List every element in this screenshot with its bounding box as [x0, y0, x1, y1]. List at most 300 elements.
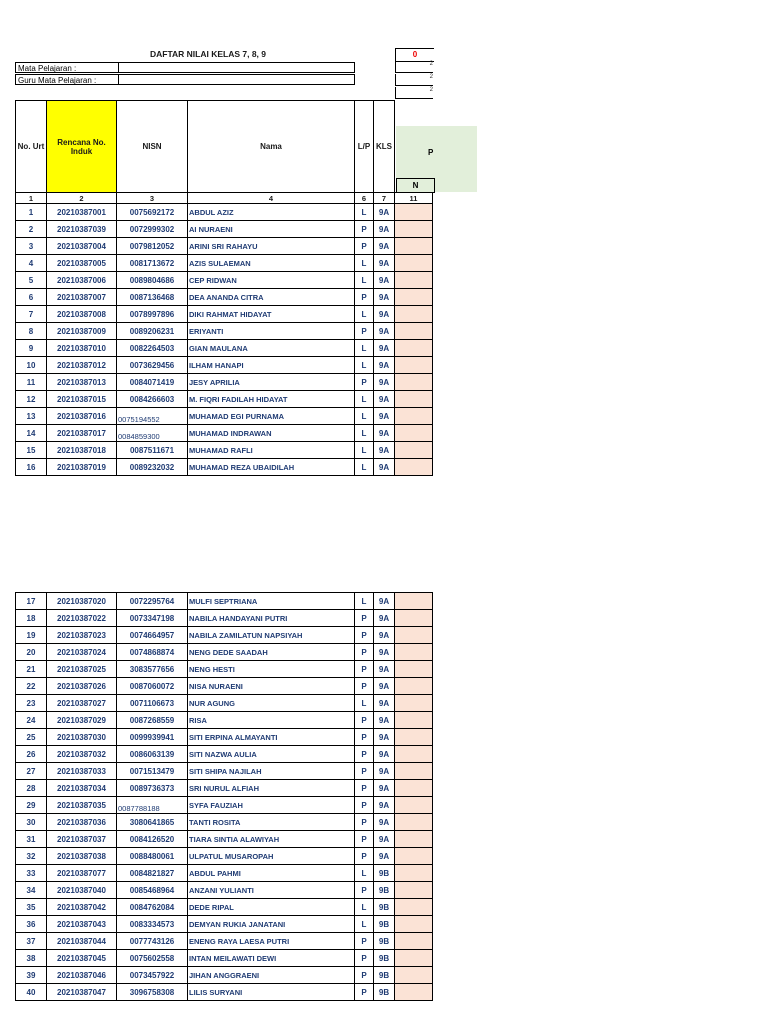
induk-cell[interactable]: 20210387024 — [47, 644, 117, 661]
nama-cell[interactable]: AZIS SULAEMAN — [188, 255, 355, 272]
score-cell[interactable] — [395, 204, 433, 221]
gender-cell[interactable]: P — [355, 950, 374, 967]
score-cell[interactable] — [395, 746, 433, 763]
row-number-cell[interactable]: 40 — [16, 984, 47, 1001]
class-cell[interactable]: 9A — [374, 323, 395, 340]
induk-cell[interactable]: 20210387008 — [47, 306, 117, 323]
nama-cell[interactable]: GIAN MAULANA — [188, 340, 355, 357]
score-cell[interactable] — [395, 882, 433, 899]
nama-cell[interactable]: SITI NAZWA AULIA — [188, 746, 355, 763]
nama-cell[interactable]: TANTI ROSITA — [188, 814, 355, 831]
score-cell[interactable] — [395, 442, 433, 459]
score-cell[interactable] — [395, 255, 433, 272]
class-cell[interactable]: 9A — [374, 746, 395, 763]
nama-cell[interactable]: MULFI SEPTRIANA — [188, 593, 355, 610]
nama-cell[interactable]: MUHAMAD EGI PURNAMA — [188, 408, 355, 425]
class-cell[interactable]: 9A — [374, 610, 395, 627]
class-cell[interactable]: 9A — [374, 289, 395, 306]
score-cell[interactable] — [395, 712, 433, 729]
nisn-cell[interactable]: 0084859300 — [117, 425, 188, 442]
nisn-cell[interactable]: 0087788188 — [117, 797, 188, 814]
class-cell[interactable]: 9B — [374, 950, 395, 967]
row-number-cell[interactable]: 34 — [16, 882, 47, 899]
score-cell[interactable] — [395, 763, 433, 780]
induk-cell[interactable]: 20210387043 — [47, 916, 117, 933]
gender-cell[interactable]: P — [355, 374, 374, 391]
induk-cell[interactable]: 20210387030 — [47, 729, 117, 746]
nama-cell[interactable]: JESY APRILIA — [188, 374, 355, 391]
class-cell[interactable]: 9A — [374, 712, 395, 729]
class-cell[interactable]: 9A — [374, 780, 395, 797]
score-cell[interactable] — [395, 899, 433, 916]
nisn-cell[interactable]: 0074664957 — [117, 627, 188, 644]
table-row — [16, 204, 433, 221]
induk-cell[interactable]: 20210387026 — [47, 678, 117, 695]
induk-cell[interactable]: 20210387007 — [47, 289, 117, 306]
gender-cell[interactable]: L — [355, 255, 374, 272]
row-number-cell[interactable]: 28 — [16, 780, 47, 797]
nisn-cell[interactable]: 0089804686 — [117, 272, 188, 289]
header-p: P — [428, 148, 434, 157]
nama-cell[interactable]: DEMYAN RUKIA JANATANI — [188, 916, 355, 933]
row-number-cell[interactable]: 32 — [16, 848, 47, 865]
nama-cell[interactable]: DEA ANANDA CITRA — [188, 289, 355, 306]
score-cell[interactable] — [395, 933, 433, 950]
induk-cell[interactable]: 20210387001 — [47, 204, 117, 221]
score-cell[interactable] — [395, 661, 433, 678]
gender-cell[interactable]: P — [355, 678, 374, 695]
nama-cell[interactable]: ARINI SRI RAHAYU — [188, 238, 355, 255]
row-number-cell[interactable]: 3 — [16, 238, 47, 255]
score-cell[interactable] — [395, 695, 433, 712]
induk-cell[interactable]: 20210387029 — [47, 712, 117, 729]
table-row — [16, 797, 433, 814]
induk-cell[interactable]: 20210387077 — [47, 865, 117, 882]
class-cell[interactable]: 9A — [374, 374, 395, 391]
score-cell[interactable] — [395, 916, 433, 933]
induk-cell[interactable]: 20210387038 — [47, 848, 117, 865]
row-number-cell[interactable]: 9 — [16, 340, 47, 357]
row-number-cell[interactable]: 13 — [16, 408, 47, 425]
nisn-cell[interactable]: 0087136468 — [117, 289, 188, 306]
score-cell[interactable] — [395, 459, 433, 476]
nama-cell[interactable]: DIKI RAHMAT HIDAYAT — [188, 306, 355, 323]
nama-cell[interactable]: LILIS SURYANI — [188, 984, 355, 1001]
nama-cell[interactable]: JIHAN ANGGRAENI — [188, 967, 355, 984]
gender-cell[interactable]: L — [355, 408, 374, 425]
nisn-cell[interactable]: 0078997896 — [117, 306, 188, 323]
class-cell[interactable]: 9A — [374, 425, 395, 442]
gender-cell[interactable]: P — [355, 221, 374, 238]
class-cell[interactable]: 9A — [374, 272, 395, 289]
nama-cell[interactable]: SRI NURUL ALFIAH — [188, 780, 355, 797]
row-number-cell[interactable]: 14 — [16, 425, 47, 442]
nisn-cell[interactable]: 0071106673 — [117, 695, 188, 712]
class-cell[interactable]: 9B — [374, 984, 395, 1001]
nisn-cell[interactable]: 0075692172 — [117, 204, 188, 221]
nama-cell[interactable]: SITI ERPINA ALMAYANTI — [188, 729, 355, 746]
class-cell[interactable]: 9A — [374, 695, 395, 712]
gender-cell[interactable]: P — [355, 933, 374, 950]
table-row — [16, 357, 433, 374]
row-number-cell[interactable]: 38 — [16, 950, 47, 967]
score-cell[interactable] — [395, 323, 433, 340]
nisn-cell[interactable]: 0079812052 — [117, 238, 188, 255]
nisn-cell[interactable]: 0073347198 — [117, 610, 188, 627]
nisn-cell[interactable]: 0089736373 — [117, 780, 188, 797]
nisn-cell[interactable]: 0086063139 — [117, 746, 188, 763]
score-cell[interactable] — [395, 238, 433, 255]
guru-input[interactable] — [118, 74, 356, 85]
nisn-cell[interactable]: 0083334573 — [117, 916, 188, 933]
nisn-cell[interactable]: 0073457922 — [117, 967, 188, 984]
class-cell[interactable]: 9A — [374, 661, 395, 678]
gender-cell[interactable]: L — [355, 340, 374, 357]
score-cell[interactable] — [395, 865, 433, 882]
score-cell[interactable] — [395, 984, 433, 1001]
row-number-cell[interactable]: 1 — [16, 204, 47, 221]
gender-cell[interactable]: P — [355, 984, 374, 1001]
gender-cell[interactable]: L — [355, 916, 374, 933]
class-cell[interactable]: 9A — [374, 442, 395, 459]
induk-cell[interactable]: 20210387022 — [47, 610, 117, 627]
nama-cell[interactable]: AI NURAENI — [188, 221, 355, 238]
nama-cell[interactable]: SYFA FAUZIAH — [188, 797, 355, 814]
row-number-cell[interactable]: 39 — [16, 967, 47, 984]
induk-cell[interactable]: 20210387006 — [47, 272, 117, 289]
gender-cell[interactable]: P — [355, 661, 374, 678]
nisn-cell[interactable]: 0075194552 — [117, 408, 188, 425]
gender-cell[interactable]: P — [355, 882, 374, 899]
table-row — [16, 814, 433, 831]
row-number-cell[interactable]: 19 — [16, 627, 47, 644]
table-row — [16, 221, 433, 238]
nama-cell[interactable]: RISA — [188, 712, 355, 729]
class-cell[interactable]: 9B — [374, 865, 395, 882]
gender-cell[interactable]: P — [355, 746, 374, 763]
nama-cell[interactable]: NABILA HANDAYANI PUTRI — [188, 610, 355, 627]
induk-cell[interactable]: 20210387013 — [47, 374, 117, 391]
nisn-cell[interactable]: 0084762084 — [117, 899, 188, 916]
table-row — [16, 272, 433, 289]
induk-cell[interactable]: 20210387005 — [47, 255, 117, 272]
nama-cell[interactable]: INTAN MEILAWATI DEWI — [188, 950, 355, 967]
sheet-title: DAFTAR NILAI KELAS 7, 8, 9 — [149, 49, 267, 59]
nama-cell[interactable]: ERIYANTI — [188, 323, 355, 340]
class-cell[interactable]: 9B — [374, 899, 395, 916]
induk-cell[interactable]: 20210387034 — [47, 780, 117, 797]
induk-cell[interactable]: 20210387009 — [47, 323, 117, 340]
class-cell[interactable]: 9B — [374, 882, 395, 899]
induk-cell[interactable]: 20210387044 — [47, 933, 117, 950]
row-number-cell[interactable]: 30 — [16, 814, 47, 831]
gender-cell[interactable]: L — [355, 357, 374, 374]
nisn-cell[interactable]: 0084266603 — [117, 391, 188, 408]
score-cell[interactable] — [395, 357, 433, 374]
score-cell[interactable] — [395, 678, 433, 695]
table-row — [16, 848, 433, 865]
induk-cell[interactable]: 20210387035 — [47, 797, 117, 814]
nisn-cell[interactable]: 0084126520 — [117, 831, 188, 848]
row-number-cell[interactable]: 2 — [16, 221, 47, 238]
class-cell[interactable]: 9A — [374, 340, 395, 357]
class-cell[interactable]: 9A — [374, 831, 395, 848]
score-cell[interactable] — [395, 627, 433, 644]
induk-cell[interactable]: 20210387046 — [47, 967, 117, 984]
score-cell[interactable] — [395, 593, 433, 610]
gender-cell[interactable]: L — [355, 425, 374, 442]
nama-cell[interactable]: DEDE RIPAL — [188, 899, 355, 916]
nama-cell[interactable]: ANZANI YULIANTI — [188, 882, 355, 899]
row-number-cell[interactable]: 11 — [16, 374, 47, 391]
nisn-cell[interactable]: 0072999302 — [117, 221, 188, 238]
gender-cell[interactable]: L — [355, 306, 374, 323]
row-number-cell[interactable]: 20 — [16, 644, 47, 661]
nama-cell[interactable]: TIARA SINTIA ALAWIYAH — [188, 831, 355, 848]
class-cell[interactable]: 9A — [374, 678, 395, 695]
induk-cell[interactable]: 20210387025 — [47, 661, 117, 678]
class-cell[interactable]: 9A — [374, 255, 395, 272]
table-row — [16, 712, 433, 729]
nisn-cell[interactable]: 0089206231 — [117, 323, 188, 340]
induk-cell[interactable]: 20210387010 — [47, 340, 117, 357]
gender-cell[interactable]: P — [355, 289, 374, 306]
row-number-cell[interactable]: 8 — [16, 323, 47, 340]
row-number-cell[interactable]: 36 — [16, 916, 47, 933]
gender-cell[interactable]: L — [355, 695, 374, 712]
induk-cell[interactable]: 20210387039 — [47, 221, 117, 238]
class-cell[interactable]: 9A — [374, 408, 395, 425]
header-induk: Rencana No. Induk — [47, 101, 117, 193]
nama-cell[interactable]: ENENG RAYA LAESA PUTRI — [188, 933, 355, 950]
nama-cell[interactable]: MUHAMAD REZA UBAIDILAH — [188, 459, 355, 476]
induk-cell[interactable]: 20210387040 — [47, 882, 117, 899]
gender-cell[interactable]: P — [355, 627, 374, 644]
nama-cell[interactable]: MUHAMAD INDRAWAN — [188, 425, 355, 442]
gender-cell[interactable]: P — [355, 831, 374, 848]
nisn-cell[interactable]: 0087268559 — [117, 712, 188, 729]
induk-cell[interactable]: 20210387047 — [47, 984, 117, 1001]
nisn-cell[interactable]: 0074868874 — [117, 644, 188, 661]
induk-cell[interactable]: 20210387042 — [47, 899, 117, 916]
row-number-cell[interactable]: 35 — [16, 899, 47, 916]
table-row — [16, 916, 433, 933]
nisn-cell[interactable]: 0082264503 — [117, 340, 188, 357]
induk-cell[interactable]: 20210387045 — [47, 950, 117, 967]
row-number-cell[interactable]: 33 — [16, 865, 47, 882]
score-cell[interactable] — [395, 814, 433, 831]
row-number-cell[interactable]: 18 — [16, 610, 47, 627]
score-cell[interactable] — [395, 831, 433, 848]
induk-cell[interactable]: 20210387018 — [47, 442, 117, 459]
nama-cell[interactable]: NENG HESTI — [188, 661, 355, 678]
gender-cell[interactable]: P — [355, 848, 374, 865]
nama-cell[interactable]: NENG DEDE SAADAH — [188, 644, 355, 661]
induk-cell[interactable]: 20210387019 — [47, 459, 117, 476]
nisn-cell[interactable]: 3096758308 — [117, 984, 188, 1001]
class-cell[interactable]: 9A — [374, 729, 395, 746]
row-number-cell[interactable]: 21 — [16, 661, 47, 678]
nama-cell[interactable]: ABDUL AZIZ — [188, 204, 355, 221]
score-cell[interactable] — [395, 408, 433, 425]
row-number-cell[interactable]: 31 — [16, 831, 47, 848]
class-cell[interactable]: 9A — [374, 593, 395, 610]
gender-cell[interactable]: L — [355, 865, 374, 882]
induk-cell[interactable]: 20210387027 — [47, 695, 117, 712]
score-cell[interactable] — [395, 374, 433, 391]
nisn-cell[interactable]: 0089232032 — [117, 459, 188, 476]
induk-cell[interactable]: 20210387012 — [47, 357, 117, 374]
gender-cell[interactable]: P — [355, 797, 374, 814]
row-number-cell[interactable]: 25 — [16, 729, 47, 746]
class-cell[interactable]: 9B — [374, 967, 395, 984]
nisn-cell[interactable]: 0084071419 — [117, 374, 188, 391]
score-cell[interactable] — [395, 289, 433, 306]
score-cell[interactable] — [395, 272, 433, 289]
row-number-cell[interactable]: 12 — [16, 391, 47, 408]
class-cell[interactable]: 9A — [374, 204, 395, 221]
table-row — [16, 967, 433, 984]
class-cell[interactable]: 9A — [374, 238, 395, 255]
score-cell[interactable] — [395, 797, 433, 814]
gender-cell[interactable]: P — [355, 644, 374, 661]
score-cell[interactable] — [395, 221, 433, 238]
gender-cell[interactable]: P — [355, 238, 374, 255]
score-cell[interactable] — [395, 967, 433, 984]
gender-cell[interactable]: P — [355, 729, 374, 746]
class-cell[interactable]: 9B — [374, 933, 395, 950]
nisn-cell[interactable]: 0088480061 — [117, 848, 188, 865]
induk-cell[interactable]: 20210387017 — [47, 425, 117, 442]
row-number-cell[interactable]: 15 — [16, 442, 47, 459]
row-number-cell[interactable]: 26 — [16, 746, 47, 763]
score-cell[interactable] — [395, 950, 433, 967]
row-number-cell[interactable]: 4 — [16, 255, 47, 272]
nisn-cell[interactable]: 0087511671 — [117, 442, 188, 459]
mapel-input[interactable] — [118, 62, 356, 73]
class-cell[interactable]: 9A — [374, 763, 395, 780]
class-cell[interactable]: 9A — [374, 221, 395, 238]
nisn-cell[interactable]: 3083577656 — [117, 661, 188, 678]
row-number-cell[interactable]: 24 — [16, 712, 47, 729]
gender-cell[interactable]: L — [355, 593, 374, 610]
class-cell[interactable]: 9A — [374, 644, 395, 661]
induk-cell[interactable]: 20210387023 — [47, 627, 117, 644]
class-cell[interactable]: 9A — [374, 459, 395, 476]
nisn-cell[interactable]: 0099939941 — [117, 729, 188, 746]
gender-cell[interactable]: L — [355, 391, 374, 408]
induk-cell[interactable]: 20210387032 — [47, 746, 117, 763]
score-cell[interactable] — [395, 425, 433, 442]
class-cell[interactable]: 9B — [374, 916, 395, 933]
class-cell[interactable]: 9A — [374, 306, 395, 323]
zero-cell[interactable]: 0 — [395, 48, 434, 62]
row-number-cell[interactable]: 5 — [16, 272, 47, 289]
induk-cell[interactable]: 20210387004 — [47, 238, 117, 255]
nisn-cell[interactable]: 0075602558 — [117, 950, 188, 967]
nama-cell[interactable]: MUHAMAD RAFLI — [188, 442, 355, 459]
score-cell[interactable] — [395, 340, 433, 357]
row-number-cell[interactable]: 22 — [16, 678, 47, 695]
row-number-cell[interactable]: 17 — [16, 593, 47, 610]
nisn-cell[interactable]: 0072295764 — [117, 593, 188, 610]
nama-cell[interactable]: M. FIQRI FADILAH HIDAYAT — [188, 391, 355, 408]
gender-cell[interactable]: P — [355, 780, 374, 797]
row-number-cell[interactable]: 37 — [16, 933, 47, 950]
nama-cell[interactable]: NABILA ZAMILATUN NAPSIYAH — [188, 627, 355, 644]
induk-cell[interactable]: 20210387036 — [47, 814, 117, 831]
nama-cell[interactable]: NISA NURAENI — [188, 678, 355, 695]
nama-cell[interactable]: ABDUL PAHMI — [188, 865, 355, 882]
gender-cell[interactable]: L — [355, 204, 374, 221]
nama-cell[interactable]: NUR AGUNG — [188, 695, 355, 712]
row-number-cell[interactable]: 6 — [16, 289, 47, 306]
score-cell[interactable] — [395, 306, 433, 323]
score-cell[interactable] — [395, 644, 433, 661]
score-cell[interactable] — [395, 610, 433, 627]
induk-cell[interactable]: 20210387037 — [47, 831, 117, 848]
row-number-cell[interactable]: 16 — [16, 459, 47, 476]
colnum-4: 4 — [188, 193, 355, 204]
row-number-cell[interactable]: 27 — [16, 763, 47, 780]
nisn-cell[interactable]: 0084821827 — [117, 865, 188, 882]
header-n: N — [396, 178, 435, 193]
class-cell[interactable]: 9A — [374, 357, 395, 374]
gender-cell[interactable]: P — [355, 323, 374, 340]
gender-cell[interactable]: L — [355, 459, 374, 476]
gender-cell[interactable]: P — [355, 967, 374, 984]
nisn-cell[interactable]: 0073629456 — [117, 357, 188, 374]
class-cell[interactable]: 9A — [374, 627, 395, 644]
class-cell[interactable]: 9A — [374, 814, 395, 831]
nisn-cell[interactable]: 0085468964 — [117, 882, 188, 899]
gender-cell[interactable]: L — [355, 442, 374, 459]
nisn-cell[interactable]: 0087060072 — [117, 678, 188, 695]
nama-cell[interactable]: CEP RIDWAN — [188, 272, 355, 289]
table-row — [16, 323, 433, 340]
nisn-cell[interactable]: 3080641865 — [117, 814, 188, 831]
table-row — [16, 459, 433, 476]
nisn-cell[interactable]: 0081713672 — [117, 255, 188, 272]
induk-cell[interactable]: 20210387033 — [47, 763, 117, 780]
gender-cell[interactable]: P — [355, 712, 374, 729]
induk-cell[interactable]: 20210387020 — [47, 593, 117, 610]
induk-cell[interactable]: 20210387015 — [47, 391, 117, 408]
row-number-cell[interactable]: 7 — [16, 306, 47, 323]
gender-cell[interactable]: P — [355, 763, 374, 780]
score-cell[interactable] — [395, 780, 433, 797]
nisn-cell[interactable]: 0071513479 — [117, 763, 188, 780]
gender-cell[interactable]: P — [355, 814, 374, 831]
score-cell[interactable] — [395, 729, 433, 746]
class-cell[interactable]: 9A — [374, 391, 395, 408]
score-cell[interactable] — [395, 391, 433, 408]
nisn-cell[interactable]: 0077743126 — [117, 933, 188, 950]
row-number-cell[interactable]: 23 — [16, 695, 47, 712]
gender-cell[interactable]: P — [355, 610, 374, 627]
gender-cell[interactable]: L — [355, 899, 374, 916]
row-number-cell[interactable]: 10 — [16, 357, 47, 374]
row-number-cell[interactable]: 29 — [16, 797, 47, 814]
nama-cell[interactable]: SITI SHIPA NAJILAH — [188, 763, 355, 780]
nama-cell[interactable]: ILHAM HANAPI — [188, 357, 355, 374]
score-cell[interactable] — [395, 848, 433, 865]
class-cell[interactable]: 9A — [374, 848, 395, 865]
nama-cell[interactable]: ULPATUL MUSAROPAH — [188, 848, 355, 865]
class-cell[interactable]: 9A — [374, 797, 395, 814]
induk-cell[interactable]: 20210387016 — [47, 408, 117, 425]
gender-cell[interactable]: L — [355, 272, 374, 289]
